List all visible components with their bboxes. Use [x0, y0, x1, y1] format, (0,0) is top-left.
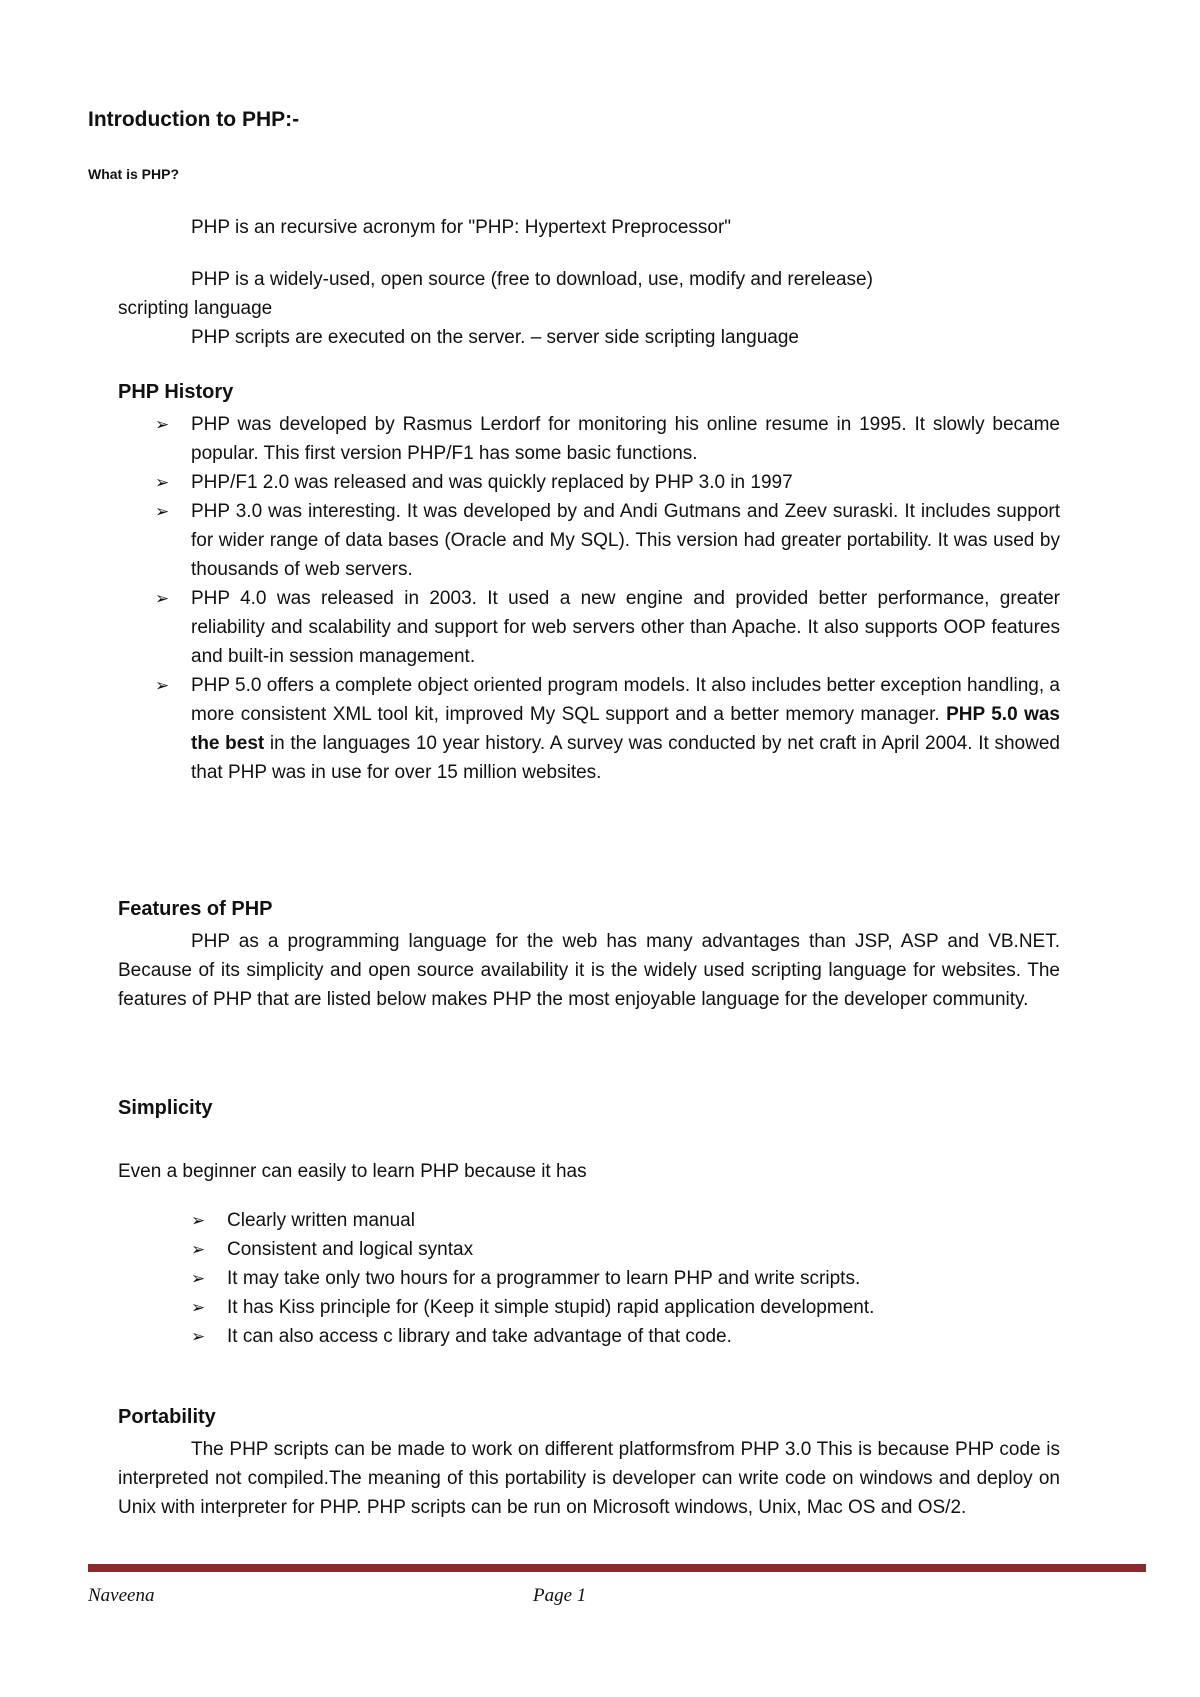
page-title: Introduction to PHP:- [88, 108, 300, 131]
footer-page-number: Page 1 [533, 1585, 587, 1606]
features-heading: Features of PHP [118, 898, 273, 920]
list-item: ➢ PHP was developed by Rasmus Lerdorf for monitoring his online resume in 1995. It slowly became popular. This first version PHP/F1 has some basic functions. [155, 410, 1060, 468]
what-is-line-2-cont: scripting language [118, 298, 273, 319]
arrow-bullet-icon: ➢ [191, 1298, 206, 1317]
list-item: ➢ PHP 5.0 offers a complete object oriented program models. It also includes better exception handling, a more consistent XML tool kit, improved My SQL support and a better memory manager. PHP 5.0 was the best in the languages 10 year history. A survey was conducted by net craft in April 2004. It showed that PHP was in use for over 15 million websites. [155, 671, 1060, 787]
list-item: ➢ It has Kiss principle for (Keep it simple stupid) rapid application development. [191, 1293, 1071, 1322]
history-list [155, 410, 1060, 787]
arrow-bullet-icon: ➢ [155, 502, 170, 521]
bold-emphasis: PHP 5.0 was the best [191, 704, 1061, 754]
list-item: ➢ Clearly written manual [191, 1206, 1071, 1235]
arrow-bullet-icon: ➢ [191, 1269, 206, 1288]
list-item: ➢ PHP/F1 2.0 was released and was quickly replaced by PHP 3.0 in 1997 [155, 468, 1060, 497]
what-is-line-1: PHP is an recursive acronym for "PHP: Hypertext Preprocessor" [191, 217, 732, 238]
list-item: ➢ PHP 4.0 was released in 2003. It used a new engine and provided better performance, greater reliability and scalability and support for web servers other than Apache. It also supports OOP features and built-in session management. [155, 584, 1060, 671]
portability-paragraph: The PHP scripts can be made to work on different platformsfrom PHP 3.0 This is because PHP code is interpreted not compiled.The meaning of this portability is developer can write code on windows and deploy on Unix with interpreter for PHP. PHP scripts can be run on Microsoft windows, Unix, Mac OS and OS/2. [118, 1439, 1060, 1518]
simplicity-heading: Simplicity [118, 1097, 213, 1119]
features-paragraph: PHP as a programming language for the web has many advantages than JSP, ASP and VB.NET. Because of its simplicity and open source availability it is the widely used scripting language for websites. The features of PHP that are listed below makes PHP the most enjoyable language for the developer community. [118, 931, 1060, 1010]
history-heading: PHP History [118, 381, 234, 403]
arrow-bullet-icon: ➢ [155, 415, 170, 434]
arrow-bullet-icon: ➢ [155, 676, 170, 695]
list-item: ➢ Consistent and logical syntax [191, 1235, 1071, 1264]
portability-heading: Portability [118, 1406, 216, 1428]
what-is-line-2: PHP is a widely-used, open source (free to download, use, modify and rerelease) [191, 269, 873, 290]
what-is-line-3: PHP scripts are executed on the server. – server side scripting language [191, 327, 799, 348]
arrow-bullet-icon: ➢ [155, 589, 170, 608]
arrow-bullet-icon: ➢ [191, 1240, 206, 1259]
list-item: ➢ It may take only two hours for a programmer to learn PHP and write scripts. [191, 1264, 1071, 1293]
list-item: ➢ PHP 3.0 was interesting. It was developed by and Andi Gutmans and Zeev suraski. It includes support for wider range of data bases (Oracle and My SQL). This version had greater portability. It was used by thousands of web servers. [155, 497, 1060, 584]
arrow-bullet-icon: ➢ [191, 1211, 206, 1230]
arrow-bullet-icon: ➢ [155, 473, 170, 492]
simplicity-list [191, 1206, 1071, 1351]
footer-author: Naveena [88, 1585, 155, 1606]
what-is-heading: What is PHP? [88, 166, 180, 182]
footer-divider [88, 1564, 1146, 1572]
arrow-bullet-icon: ➢ [191, 1327, 206, 1346]
simplicity-intro: Even a beginner can easily to learn PHP because it has [118, 1161, 587, 1182]
list-item: ➢ It can also access c library and take advantage of that code. [191, 1322, 1071, 1351]
